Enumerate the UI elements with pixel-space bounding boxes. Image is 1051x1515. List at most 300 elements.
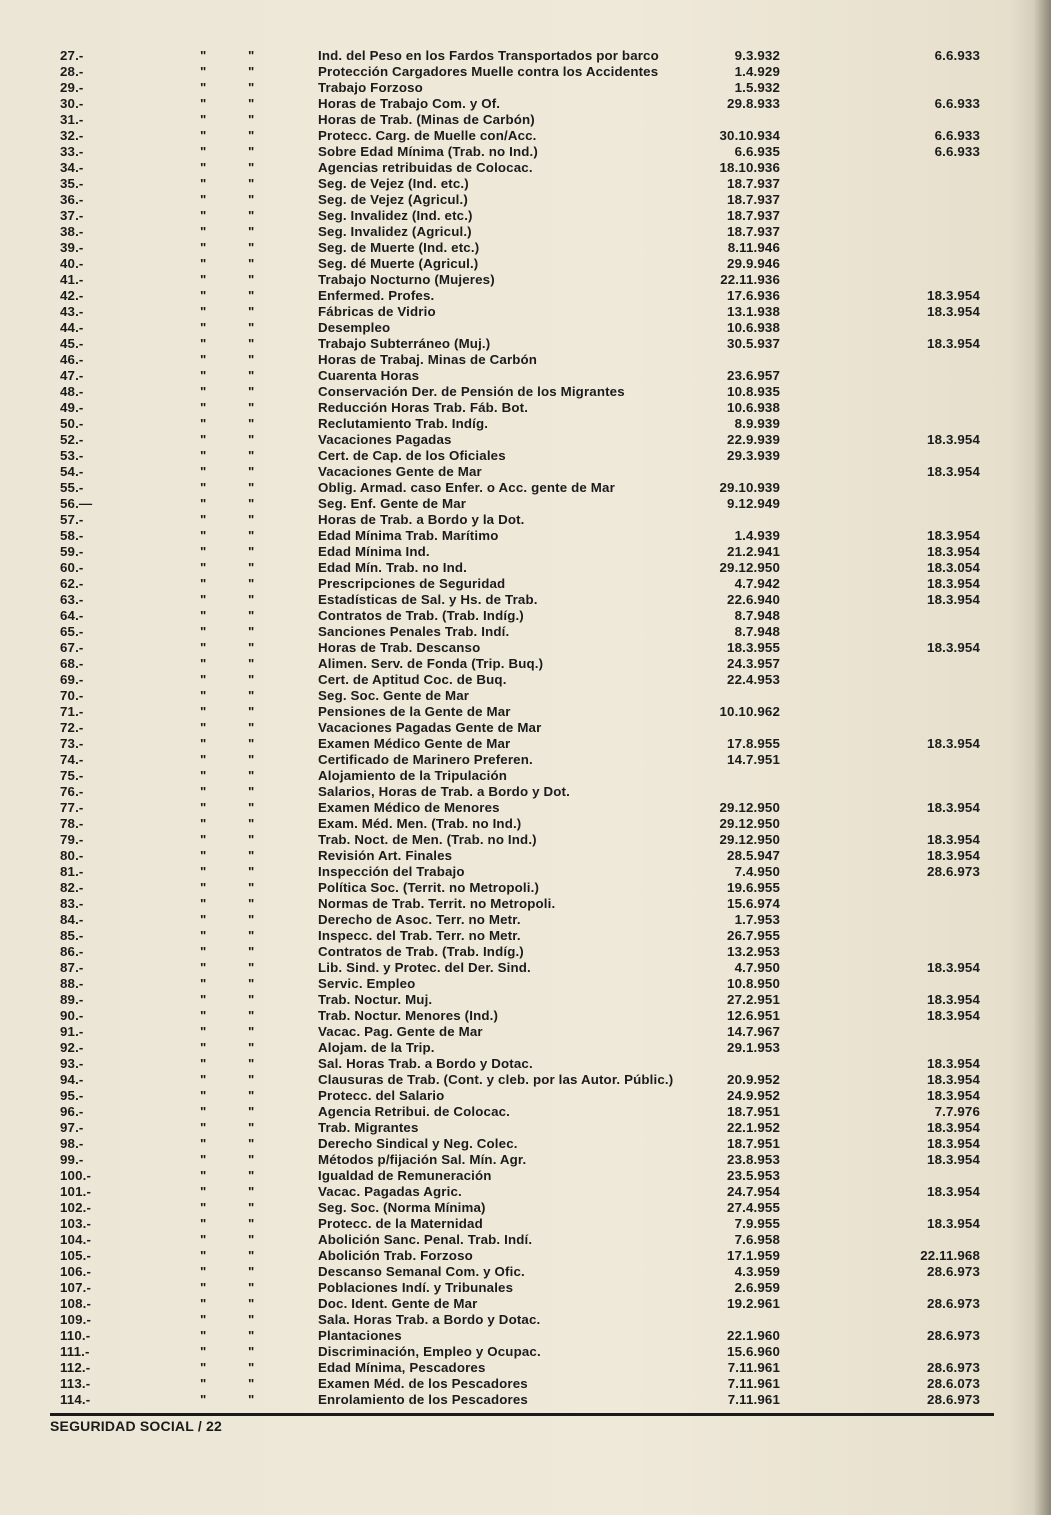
row-number: 36.- [60,192,84,207]
date-ratified [780,688,980,704]
ditto-mark: " [200,688,207,703]
row-number: 88.- [60,976,84,991]
ditto-mark: " [200,656,207,671]
date-adopted: 18.7.951 [727,1104,780,1119]
row-number: 114.- [60,1392,91,1407]
ditto-mark: " [200,1280,207,1295]
convention-title: Oblig. Armad. caso Enfer. o Acc. gente de Mar [318,480,615,495]
date-adopted: 18.7.937 [727,224,780,239]
convention-title: Seg. de Muerte (Ind. etc.) [318,240,480,255]
row-number: 39.- [60,240,84,255]
convention-title: Inspecc. del Trab. Terr. no Metr. [318,928,521,943]
ditto-mark: " [200,160,207,175]
row-number: 68.- [60,656,84,671]
ditto-mark: " [200,1232,207,1247]
ditto-mark: " [200,1296,207,1311]
convention-title: Protección Cargadores Muelle contra los Accidentes [318,64,659,79]
date-adopted: 8.9.939 [734,416,780,431]
row-number: 63.- [60,592,84,607]
table-row [60,208,980,224]
table-row [60,592,980,608]
ditto-mark: " [200,496,207,511]
ditto-mark: " [248,496,255,511]
convention-title: Fábricas de Vidrio [318,304,436,319]
ditto-mark: " [200,544,207,559]
table-row [60,624,980,640]
row-number: 101.- [60,1184,92,1199]
row-number: 67.- [60,640,84,655]
convention-title: Sanciones Penales Trab. Indí. [318,624,510,639]
date-adopted: 13.2.953 [727,944,780,959]
table-row [60,512,980,528]
page-footer: SEGURIDAD SOCIAL / 22 [50,1418,222,1434]
convention-title: Abolición Sanc. Penal. Trab. Indí. [318,1232,533,1247]
convention-title: Examen Médico de Menores [318,800,500,815]
date-adopted [703,768,780,784]
row-number: 87.- [60,960,84,975]
ditto-mark: " [248,1376,255,1391]
table-row [60,992,980,1008]
date-adopted: 19.2.961 [727,1296,780,1311]
table-row [60,1136,980,1152]
ditto-mark: " [248,816,255,831]
date-ratified [780,64,980,80]
ditto-mark: " [248,624,255,639]
date-ratified [780,320,980,336]
ditto-mark: " [248,1056,255,1071]
ditto-mark: " [248,288,255,303]
table-row [60,912,980,928]
date-ratified [780,1200,980,1216]
convention-title: Vacaciones Pagadas Gente de Mar [318,720,542,735]
ditto-mark: " [248,1296,255,1311]
date-adopted: 14.7.967 [727,1024,780,1039]
ditto-mark: " [200,240,207,255]
date-ratified: 18.3.954 [927,1216,980,1231]
table-row [60,240,980,256]
date-adopted: 29.12.950 [719,816,780,831]
ditto-mark: " [248,384,255,399]
date-ratified: 18.3.954 [927,288,980,303]
date-ratified [780,160,980,176]
ditto-mark: " [200,1168,207,1183]
ditto-mark: " [200,224,207,239]
date-adopted: 7.11.961 [727,1392,780,1407]
date-ratified [780,384,980,400]
convention-title: Examen Méd. de los Pescadores [318,1376,528,1391]
date-adopted: 18.7.937 [727,176,780,191]
row-number: 102.- [60,1200,92,1215]
table-row [60,608,980,624]
row-number: 96.- [60,1104,84,1119]
ditto-mark: " [248,784,255,799]
ditto-mark: " [200,624,207,639]
date-adopted: 1.4.939 [734,528,780,543]
ditto-mark: " [248,1264,255,1279]
convention-title: Seg. Soc. (Norma Mínima) [318,1200,486,1215]
table-row [60,480,980,496]
row-number: 85.- [60,928,84,943]
table-row [60,416,980,432]
table-row [60,928,980,944]
ditto-mark: " [248,1072,255,1087]
ditto-mark: " [248,1136,255,1151]
convention-title: Agencia Retribui. de Colocac. [318,1104,511,1119]
convention-title: Horas de Trabaj. Minas de Carbón [318,352,538,367]
row-number: 58.- [60,528,84,543]
date-adopted: 7.6.958 [734,1232,780,1247]
ditto-mark: " [248,320,255,335]
row-number: 62.- [60,576,84,591]
table-row [60,96,980,112]
ditto-mark: " [200,480,207,495]
ditto-mark: " [200,896,207,911]
date-ratified [780,1232,980,1248]
ditto-mark: " [248,400,255,415]
table-row [60,1376,980,1392]
convention-title: Contratos de Trab. (Trab. Indíg.) [318,608,524,623]
ditto-mark: " [248,1392,255,1407]
convention-title: Seg. de Vejez (Agricul.) [318,192,468,207]
table-row [60,1392,980,1408]
date-adopted: 9.3.932 [734,48,780,63]
ditto-mark: " [200,752,207,767]
date-adopted: 29.9.946 [727,256,780,271]
ditto-mark: " [200,992,207,1007]
date-ratified: 18.3.954 [927,1120,980,1135]
table-row [60,352,980,368]
date-adopted: 22.4.953 [727,672,780,687]
convention-title: Exam. Méd. Men. (Trab. no Ind.) [318,816,522,831]
convention-title: Derecho Sindical y Neg. Colec. [318,1136,518,1151]
row-number: 108.- [60,1296,92,1311]
ditto-mark: " [248,112,255,127]
ditto-mark: " [248,656,255,671]
table-row [60,576,980,592]
table-row [60,1088,980,1104]
convention-title: Seg. Invalidez (Agricul.) [318,224,472,239]
date-adopted: 1.7.953 [734,912,780,927]
table-row [60,160,980,176]
convention-title: Trabajo Subterráneo (Muj.) [318,336,491,351]
ditto-mark: " [248,256,255,271]
table-row [60,640,980,656]
ditto-mark: " [248,960,255,975]
ditto-mark: " [200,832,207,847]
table-row [60,432,980,448]
ditto-mark: " [248,272,255,287]
ditto-mark: " [248,544,255,559]
convention-title: Derecho de Asoc. Terr. no Metr. [318,912,521,927]
ditto-mark: " [200,800,207,815]
row-number: 92.- [60,1040,84,1055]
table-row [60,112,980,128]
row-number: 95.- [60,1088,84,1103]
table-row [60,1120,980,1136]
ditto-mark: " [200,416,207,431]
ditto-mark: " [248,640,255,655]
row-number: 90.- [60,1008,84,1023]
convention-title: Normas de Trab. Territ. no Metropoli. [318,896,556,911]
convention-title: Estadísticas de Sal. y Hs. de Trab. [318,592,538,607]
ditto-mark: " [200,112,207,127]
convention-title: Ind. del Peso en los Fardos Transportados por barco [318,48,659,63]
date-adopted [703,352,780,368]
convention-title: Vacaciones Pagadas [318,432,452,447]
row-number: 80.- [60,848,84,863]
convention-title: Cert. de Aptitud Coc. de Buq. [318,672,507,687]
ditto-mark: " [200,384,207,399]
date-ratified: 22.11.968 [920,1248,980,1263]
date-adopted: 24.9.952 [727,1088,780,1103]
ditto-mark: " [248,672,255,687]
date-adopted: 29.1.953 [727,1040,780,1055]
ditto-mark: " [200,736,207,751]
date-ratified [780,944,980,960]
convention-title: Sal. Horas Trab. a Bordo y Dotac. [318,1056,533,1071]
ditto-mark: " [200,672,207,687]
ditto-mark: " [248,1312,255,1327]
row-number: 48.- [60,384,84,399]
table-row [60,960,980,976]
table-row [60,448,980,464]
ditto-mark: " [200,880,207,895]
convention-title: Pensiones de la Gente de Mar [318,704,511,719]
ditto-mark: " [248,608,255,623]
row-number: 38.- [60,224,84,239]
date-ratified [780,400,980,416]
date-ratified [780,912,980,928]
ditto-mark: " [248,800,255,815]
convention-title: Seg. Enf. Gente de Mar [318,496,467,511]
date-ratified: 18.3.954 [927,640,980,655]
convention-title: Certificado de Marinero Preferen. [318,752,533,767]
convention-title: Agencias retribuidas de Colocac. [318,160,533,175]
table-row [60,1328,980,1344]
date-ratified [780,1024,980,1040]
convention-title: Vacac. Pag. Gente de Mar [318,1024,483,1039]
convention-title: Edad Mínima Ind. [318,544,430,559]
date-adopted: 7.11.961 [727,1376,780,1391]
ditto-mark: " [200,608,207,623]
date-adopted: 12.6.951 [727,1008,780,1023]
row-number: 98.- [60,1136,84,1151]
ditto-mark: " [248,1200,255,1215]
ditto-mark: " [200,288,207,303]
table-row [60,880,980,896]
table-row [60,400,980,416]
convention-title: Política Soc. (Territ. no Metropoli.) [318,880,540,895]
ditto-mark: " [200,784,207,799]
ditto-mark: " [248,64,255,79]
date-adopted: 15.6.960 [727,1344,780,1359]
convention-title: Protecc. de la Maternidad [318,1216,483,1231]
date-ratified: 18.3.954 [927,848,980,863]
row-number: 99.- [60,1152,84,1167]
conventions-table [60,48,980,1408]
table-row [60,784,980,800]
convention-title: Seg. Invalidez (Ind. etc.) [318,208,473,223]
row-number: 78.- [60,816,84,831]
ditto-mark: " [248,160,255,175]
ditto-mark: " [248,720,255,735]
date-ratified: 18.3.954 [927,1136,980,1151]
table-row [60,144,980,160]
convention-title: Trabajo Forzoso [318,80,423,95]
table-row [60,176,980,192]
row-number: 35.- [60,176,84,191]
convention-title: Sala. Horas Trab. a Bordo y Dotac. [318,1312,541,1327]
date-ratified [780,416,980,432]
table-row [60,336,980,352]
date-ratified [780,704,980,720]
table-row [60,1184,980,1200]
table-row [60,192,980,208]
convention-title: Lib. Sind. y Protec. del Der. Sind. [318,960,531,975]
date-adopted: 8.11.946 [727,240,780,255]
table-row [60,1072,980,1088]
date-ratified [780,672,980,688]
date-ratified: 18.3.954 [927,960,980,975]
row-number: 29.- [60,80,84,95]
conventions-table-body [60,48,980,1408]
row-number: 111.- [60,1344,90,1359]
convention-title: Prescripciones de Seguridad [318,576,506,591]
ditto-mark: " [248,512,255,527]
date-adopted: 9.12.949 [727,496,780,511]
date-ratified [780,720,980,736]
ditto-mark: " [248,1008,255,1023]
date-adopted: 23.6.957 [727,368,780,383]
ditto-mark: " [200,928,207,943]
date-ratified: 18.3.954 [927,1056,980,1071]
table-row [60,800,980,816]
row-number: 91.- [60,1024,84,1039]
ditto-mark: " [248,880,255,895]
ditto-mark: " [248,1168,255,1183]
convention-title: Trabajo Nocturno (Mujeres) [318,272,495,287]
convention-title: Discriminación, Empleo y Ocupac. [318,1344,541,1359]
convention-title: Trab. Noctur. Menores (Ind.) [318,1008,499,1023]
row-number: 44.- [60,320,84,335]
date-adopted: 18.3.955 [727,640,780,655]
date-ratified [780,768,980,784]
convention-title: Clausuras de Trab. (Cont. y cleb. por las Autor. Públic.) [318,1072,674,1087]
convention-title: Poblaciones Indí. y Tribunales [318,1280,514,1295]
table-row [60,944,980,960]
row-number: 33.- [60,144,84,159]
ditto-mark: " [200,1344,207,1359]
date-ratified [780,624,980,640]
ditto-mark: " [200,768,207,783]
row-number: 52.- [60,432,84,447]
row-number: 79.- [60,832,84,847]
convention-title: Desempleo [318,320,391,335]
date-ratified: 18.3.954 [927,1088,980,1103]
ditto-mark: " [248,176,255,191]
date-adopted: 23.8.953 [727,1152,780,1167]
date-adopted [703,720,780,736]
row-number: 41.- [60,272,84,287]
row-number: 32.- [60,128,84,143]
date-ratified [780,208,980,224]
date-adopted: 8.7.948 [734,624,780,639]
date-ratified [780,480,980,496]
date-adopted: 23.5.953 [727,1168,780,1183]
ditto-mark: " [248,448,255,463]
date-ratified [780,1280,980,1296]
ditto-mark: " [200,704,207,719]
ditto-mark: " [248,848,255,863]
ditto-mark: " [248,592,255,607]
date-ratified [780,272,980,288]
convention-title: Seg. dé Muerte (Agricul.) [318,256,479,271]
ditto-mark: " [248,704,255,719]
ditto-mark: " [248,192,255,207]
convention-title: Trab. Noct. de Men. (Trab. no Ind.) [318,832,537,847]
date-ratified: 18.3.954 [927,576,980,591]
date-ratified [780,784,980,800]
table-row [60,1248,980,1264]
table-row [60,64,980,80]
ditto-mark: " [200,1264,207,1279]
date-ratified [780,656,980,672]
date-adopted: 21.2.941 [727,544,780,559]
date-ratified: 6.6.933 [934,96,980,111]
convention-title: Edad Mínima, Pescadores [318,1360,486,1375]
row-number: 69.- [60,672,84,687]
date-adopted: 26.7.955 [727,928,780,943]
ditto-mark: " [200,1040,207,1055]
row-number: 55.- [60,480,84,495]
ditto-mark: " [200,528,207,543]
date-adopted: 30.5.937 [727,336,780,351]
row-number: 34.- [60,160,84,175]
row-number: 53.- [60,448,84,463]
date-adopted: 22.6.940 [727,592,780,607]
ditto-mark: " [200,400,207,415]
date-ratified [780,976,980,992]
convention-title: Descanso Semanal Com. y Ofic. [318,1264,525,1279]
date-adopted: 27.2.951 [727,992,780,1007]
date-ratified [780,752,980,768]
ditto-mark: " [200,304,207,319]
convention-title: Alojamiento de la Tripulación [318,768,508,783]
date-adopted: 4.3.959 [734,1264,780,1279]
date-ratified: 18.3.954 [927,1152,980,1167]
ditto-mark: " [200,640,207,655]
row-number: 109.- [60,1312,92,1327]
ditto-mark: " [248,480,255,495]
date-ratified: 18.3.954 [927,736,980,751]
table-row [60,720,980,736]
ditto-mark: " [248,1152,255,1167]
table-row [60,368,980,384]
table-row [60,1024,980,1040]
ditto-mark: " [248,224,255,239]
convention-title: Contratos de Trab. (Trab. Indíg.) [318,944,524,959]
date-ratified: 28.6.973 [927,1360,980,1375]
date-adopted [703,512,780,528]
convention-title: Horas de Trab. Descanso [318,640,481,655]
row-number: 74.- [60,752,84,767]
row-number: 40.- [60,256,84,271]
convention-title: Edad Mín. Trab. no Ind. [318,560,467,575]
table-row [60,464,980,480]
date-adopted: 4.7.950 [734,960,780,975]
convention-title: Sobre Edad Mínima (Trab. no Ind.) [318,144,538,159]
ditto-mark: " [200,176,207,191]
